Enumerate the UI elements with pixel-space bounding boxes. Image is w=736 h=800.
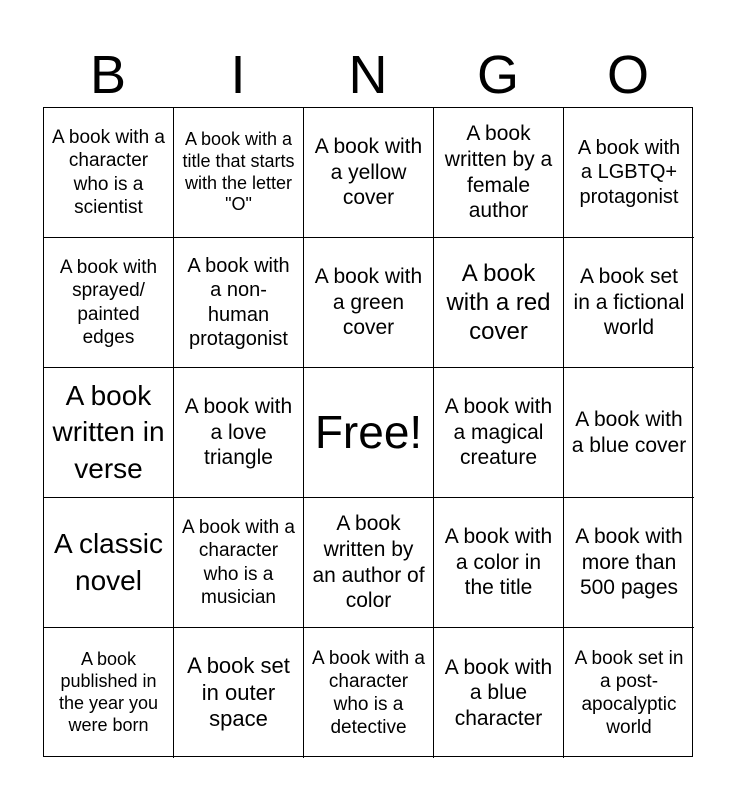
bingo-cell: A book with a love triangle bbox=[174, 368, 304, 498]
bingo-cell: A book with a character who is a musician bbox=[174, 498, 304, 628]
bingo-cell: A book with a character who is a scientist bbox=[44, 108, 174, 238]
bingo-cell: A book with a color in the title bbox=[434, 498, 564, 628]
bingo-cell: A book with a red cover bbox=[434, 238, 564, 368]
bingo-cell: A book with a blue cover bbox=[564, 368, 694, 498]
bingo-cell: A book published in the year you were born bbox=[44, 628, 174, 758]
bingo-cell: A book written in verse bbox=[44, 368, 174, 498]
header-letter-b: B bbox=[89, 45, 127, 105]
header-letter-g: G bbox=[476, 45, 519, 105]
free-space: Free! bbox=[304, 368, 434, 498]
bingo-cell: A book with a LGBTQ+ protagonist bbox=[564, 108, 694, 238]
bingo-cell: A book with sprayed/ painted edges bbox=[44, 238, 174, 368]
bingo-cell: A classic novel bbox=[44, 498, 174, 628]
bingo-cell: A book with a blue character bbox=[434, 628, 564, 758]
bingo-cell: A book set in a fictional world bbox=[564, 238, 694, 368]
bingo-cell: A book set in outer space bbox=[174, 628, 304, 758]
bingo-cell: A book written by an author of color bbox=[304, 498, 434, 628]
bingo-cell: A book set in a post-apocalyptic world bbox=[574, 647, 684, 739]
header-letter-i: I bbox=[230, 45, 246, 105]
bingo-cell: A book with a yellow cover bbox=[304, 108, 434, 238]
bingo-cell: A book with a character who is a detective bbox=[304, 628, 434, 758]
bingo-cell: A book with a title that starts with the letter "O" bbox=[174, 108, 304, 238]
header-letter-o: O bbox=[606, 45, 649, 105]
bingo-cell: A book with a non-human protagonist bbox=[174, 238, 304, 368]
bingo-cell: A book with more than 500 pages bbox=[564, 498, 694, 628]
header-letter-n: N bbox=[348, 45, 388, 105]
bingo-cell: A book written by a female author bbox=[434, 108, 564, 238]
bingo-header bbox=[43, 42, 693, 108]
bingo-board bbox=[43, 107, 693, 757]
bingo-cell: A book with a magical creature bbox=[434, 368, 564, 498]
bingo-cell: A book with a green cover bbox=[304, 238, 434, 368]
